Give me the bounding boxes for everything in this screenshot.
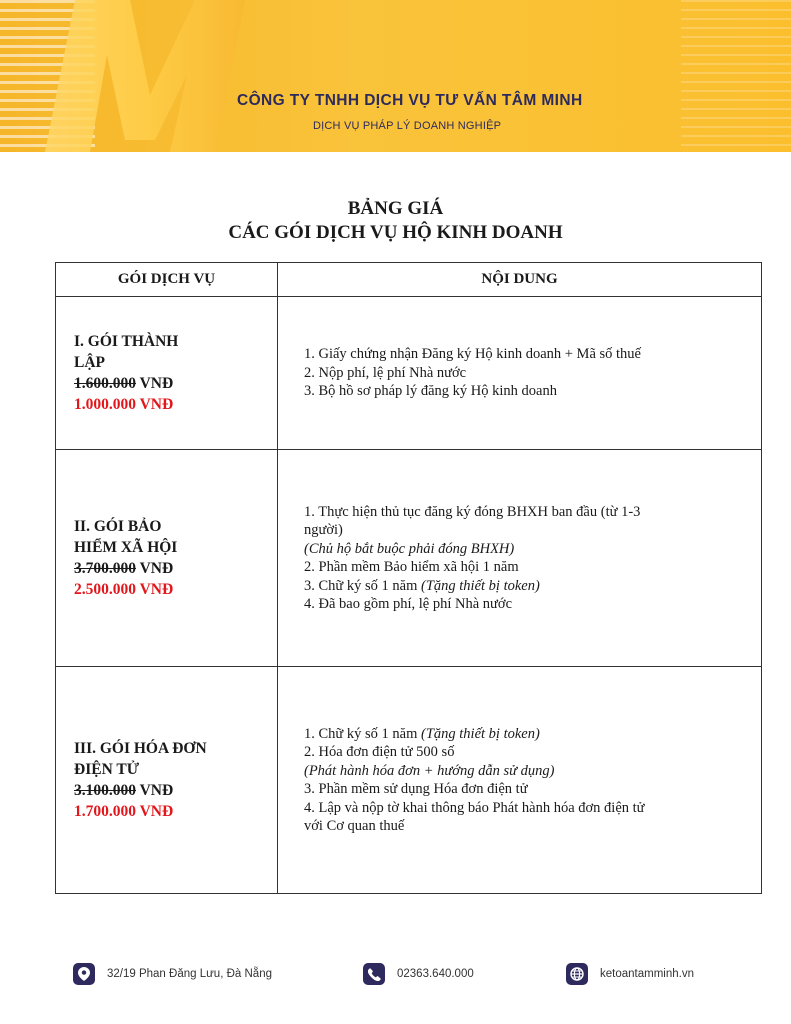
content-cell bbox=[278, 667, 762, 894]
company-logo-m bbox=[45, 0, 245, 152]
footer-website bbox=[566, 962, 694, 986]
company-tagline: DỊCH VỤ PHÁP LÝ DOANH NGHIỆP bbox=[313, 120, 502, 132]
location-pin-icon bbox=[73, 963, 95, 985]
content-note: (Tặng thiết bị token) bbox=[421, 725, 540, 742]
price-table bbox=[55, 262, 762, 894]
content-line: 2. Hóa đơn điện tử 500 số bbox=[304, 744, 455, 760]
table-row bbox=[56, 450, 762, 667]
content-line: 3. Chữ ký số 1 năm bbox=[304, 577, 422, 594]
content-line: 3. Phần mềm sử dụng Hóa đơn điện tử bbox=[304, 781, 528, 797]
content-note: (Chủ hộ bắt buộc phải đóng BHXH) bbox=[304, 540, 515, 557]
old-price: 1.600.000 bbox=[74, 375, 136, 392]
package-name-line: LẬP bbox=[74, 354, 105, 371]
column-header-package: GÓI DỊCH VỤ bbox=[56, 263, 278, 297]
phone-text: 02363.640.000 bbox=[397, 968, 474, 980]
content-line: 2. Phần mềm Bảo hiểm xã hội 1 năm bbox=[304, 559, 519, 575]
table-row bbox=[56, 667, 762, 894]
content-line: với Cơ quan thuế bbox=[304, 818, 405, 834]
package-name-line: ĐIỆN TỬ bbox=[74, 761, 140, 778]
old-price: 3.700.000 bbox=[74, 560, 136, 577]
content-line: người) bbox=[304, 522, 343, 538]
phone-icon bbox=[363, 963, 385, 985]
footer-address bbox=[73, 962, 272, 986]
content-note: (Phát hành hóa đơn + hướng dẫn sử dụng) bbox=[304, 762, 555, 779]
new-price: 1.700.000 VNĐ bbox=[74, 803, 174, 820]
website-link[interactable]: ketoantamminh.vn bbox=[600, 968, 694, 980]
content-line: 2. Nộp phí, lệ phí Nhà nước bbox=[304, 364, 467, 381]
table-row bbox=[56, 297, 762, 450]
package-cell bbox=[56, 667, 278, 894]
table-header-row bbox=[56, 263, 762, 297]
content-cell bbox=[278, 450, 762, 667]
new-price: 2.500.000 VNĐ bbox=[74, 581, 174, 598]
content-note: (Tặng thiết bị token) bbox=[421, 577, 540, 594]
page-subtitle: CÁC GÓI DỊCH VỤ HỘ KINH DOANH bbox=[228, 222, 563, 243]
package-cell bbox=[56, 450, 278, 667]
content-cell bbox=[278, 297, 762, 450]
company-name: CÔNG TY TNHH DỊCH VỤ TƯ VẤN TÂM MINH bbox=[237, 92, 583, 109]
old-price: 3.100.000 bbox=[74, 782, 136, 799]
old-price-unit: VNĐ bbox=[136, 560, 174, 577]
content-line: 1. Thực hiện thủ tục đăng ký đóng BHXH ban đầu (từ 1-3 bbox=[304, 503, 641, 520]
old-price-unit: VNĐ bbox=[136, 782, 174, 799]
package-cell bbox=[56, 297, 278, 450]
package-name-line: III. GÓI HÓA ĐƠN bbox=[74, 740, 207, 757]
header-banner bbox=[0, 0, 791, 152]
content-line: 1. Giấy chứng nhận Đăng ký Hộ kinh doanh + Mã số thuế bbox=[304, 346, 641, 363]
address-text: 32/19 Phan Đăng Lưu, Đà Nẵng bbox=[107, 968, 272, 980]
content-line: 1. Chữ ký số 1 năm bbox=[304, 725, 422, 742]
package-name-line: HIỂM XÃ HỘI bbox=[74, 539, 178, 556]
package-name-line: I. GÓI THÀNH bbox=[74, 333, 179, 350]
footer-phone bbox=[363, 962, 474, 986]
content-line: 4. Đã bao gồm phí, lệ phí Nhà nước bbox=[304, 596, 513, 612]
old-price-unit: VNĐ bbox=[136, 375, 174, 392]
page-title: BẢNG GIÁ bbox=[347, 198, 444, 219]
content-line: 4. Lập và nộp tờ khai thông báo Phát hành hóa đơn điện tử bbox=[304, 799, 645, 816]
content-line: 3. Bộ hồ sơ pháp lý đăng ký Hộ kinh doanh bbox=[304, 383, 557, 400]
package-name-line: II. GÓI BẢO bbox=[74, 518, 162, 535]
new-price: 1.000.000 VNĐ bbox=[74, 396, 174, 413]
banner-stripes-right bbox=[681, 0, 791, 152]
column-header-content: NỘI DUNG bbox=[278, 263, 762, 297]
globe-icon bbox=[566, 963, 588, 985]
